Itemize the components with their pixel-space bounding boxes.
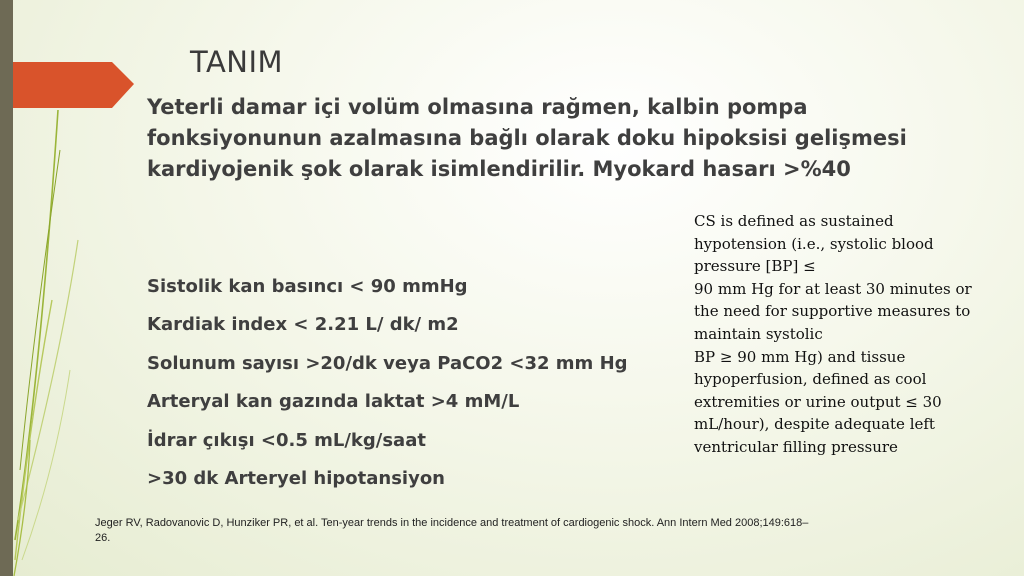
definition-line: maintain systolic: [694, 324, 823, 343]
definition-line: CS is defined as sustained: [694, 212, 894, 230]
criteria-item: Kardiak index < 2.21 L/ dk/ m2: [147, 314, 459, 336]
definition-line: hypoperfusion, defined as cool: [694, 370, 927, 389]
definition-line: ventricular filling pressure: [694, 437, 898, 456]
definition-line: the need for supportive measures to: [694, 302, 971, 321]
definition-line: pressure [BP] ≤: [694, 257, 816, 276]
definition-textbox: [694, 210, 994, 459]
intro-paragraph: Yeterli damar içi volüm olmasına rağmen, kalbin pompa fonksiyonunun azalmasına bağlı olarak doku hipoksisi gelişmesi kardiyojenik şok olarak isimlendirilir. Myokard hasarı >%40: [147, 95, 907, 181]
criteria-item: Solunum sayısı >20/dk veya PaCO2 <32 mm Hg: [147, 352, 628, 374]
reference-citation: Jeger RV, Radovanovic D, Hunziker PR, et al. Ten-year trends in the incidence and treatment of cardiogenic shock. Ann Intern Med 2008;149:618–26.: [95, 517, 809, 544]
definition-line: extremities or urine output ≤ 30: [694, 392, 942, 411]
decorative-leaves: [0, 0, 140, 576]
definition-line: hypotension (i.e., systolic blood: [694, 234, 934, 253]
criteria-item: Sistolik kan basıncı < 90 mmHg: [147, 276, 468, 297]
slide-title: TANIM: [190, 45, 284, 79]
criteria-item: >30 dk Arteryel hipotansiyon: [147, 467, 445, 489]
definition-line: 90 mm Hg for at least 30 minutes or: [694, 279, 972, 298]
criteria-item: Arteryal kan gazında laktat >4 mM/L: [147, 391, 520, 413]
definition-line: BP ≥ 90 mm Hg) and tissue: [694, 347, 906, 366]
criteria-item: İdrar çıkışı <0.5 mL/kg/saat: [147, 429, 426, 451]
accent-arrow-shape: [13, 62, 134, 108]
criteria-list: [147, 272, 707, 502]
definition-line: mL/hour), despite adequate left: [694, 415, 935, 434]
